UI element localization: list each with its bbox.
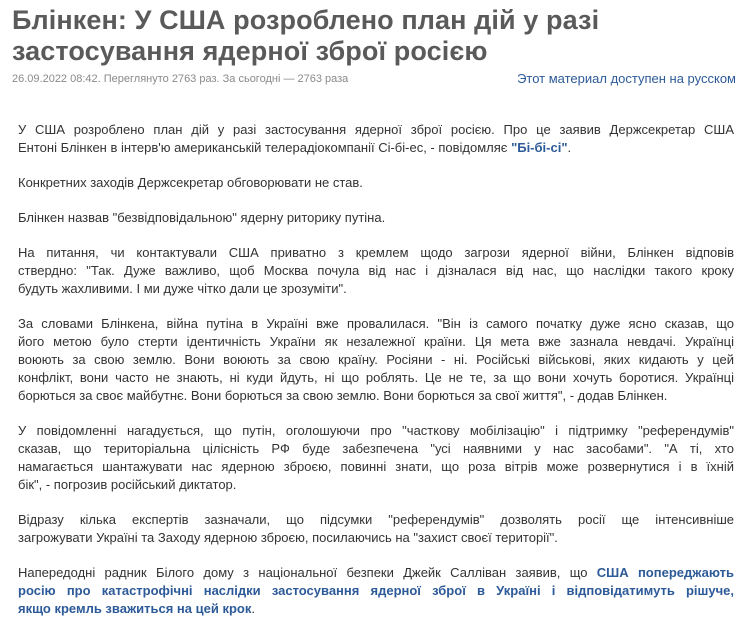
paragraph-text: . xyxy=(251,601,255,616)
paragraph-line: Конкретних заходів Держсекретар обговорювати не став. xyxy=(18,175,363,190)
paragraph-text: . xyxy=(567,140,572,155)
paragraph-line: воюють за свою землю. Вони воюють за свою країну. Росіяни - ні. Російські військові, яких кидають у цей xyxy=(18,352,734,367)
headline-line-2: застосування ядерної зброї росією xyxy=(12,36,488,66)
bbc-source-link[interactable]: "Бі-бі-сі" xyxy=(511,140,568,155)
paragraph-line: У США розроблено план дій у разі застосування ядерної зброї росією. Про це заявив Держсекретар США xyxy=(18,122,734,137)
us-warning-link-part-3[interactable]: якщо кремль зважиться на цей крок xyxy=(18,601,252,616)
paragraph-4 xyxy=(18,244,734,298)
today-view-count: За сьогодні — 2763 раза xyxy=(222,73,349,85)
paragraph-line xyxy=(18,564,734,582)
paragraph-line xyxy=(18,600,734,618)
publish-date: 26.09.2022 08:42 xyxy=(12,73,98,85)
article-body xyxy=(18,121,734,635)
paragraph-1 xyxy=(18,121,734,157)
article-meta: 26.09.2022 08:42. Переглянуто 2763 раз. За сьогодні — 2763 раза xyxy=(12,73,349,85)
paragraph-line: На питання, чи контактували США приватно з кремлем щодо загрози ядерної війни, Блінкен відповів xyxy=(18,245,734,260)
paragraph-text: Ентоні Блінкен в інтерв'ю американській телерадіокомпанії Сі-бі-ес, - повідомляє xyxy=(18,140,512,155)
paragraph-text: Напередодні радник Білого дому з національної безпеки Джейк Салліван заявив, що xyxy=(18,565,597,580)
paragraph-8 xyxy=(18,564,734,618)
paragraph-6 xyxy=(18,422,734,494)
paragraph-line xyxy=(18,582,734,600)
paragraph-line: будуть жахливими. І ми дуже чітко дали це зрозуміти". xyxy=(18,281,347,296)
paragraph-line: бік", - погрозив російський диктатор. xyxy=(18,477,237,492)
paragraph-7 xyxy=(18,511,734,547)
paragraph-line: конфлікт, вони часто не знають, ні куди йдуть, ні що роблять. Це не те, за що вони хочуть боротися. Українці xyxy=(18,370,734,385)
paragraph-line: борються за своє майбутнє. Вони борються за свою землю. Вони борються за свої життя", - додав Блінкен. xyxy=(18,388,668,403)
paragraph-line: сказав, що територіальна цілісність РФ буде забезпечена "усі наявними у нас засобами". "А ті, хто xyxy=(18,441,734,456)
headline-line-1: Блінкен: У США розроблено план дій у разі xyxy=(12,5,600,35)
us-warning-link-part-1[interactable]: США попереджають xyxy=(596,565,734,580)
paragraph-line: його метою було стерти ідентичність України як незалежної країни. Ця мета вже зазнала невдачі. Українці xyxy=(18,334,734,349)
us-warning-link-part-2[interactable]: росію про катастрофічні наслідки застосування ядерної зброї в Україні і відповідатимуть рішуче, xyxy=(18,583,734,598)
paragraph-2 xyxy=(18,174,734,192)
paragraph-line: ствердно: "Так. Дуже важливо, щоб Москва почула від нас і дізналася від нас, що наслідки такого кроку xyxy=(18,263,734,278)
view-count: Переглянуто 2763 раз xyxy=(103,73,217,85)
paragraph-line: намагається шантажувати нас ядерною зброєю, повинні знати, що роза вітрів може розвернутися і в їхній xyxy=(18,459,734,474)
article-headline xyxy=(12,5,737,67)
russian-version-link[interactable]: Этот материал доступен на русском xyxy=(517,71,736,86)
paragraph-line: Блінкен назвав "безвідповідальною" ядерну риторику путіна. xyxy=(18,210,386,225)
paragraph-5 xyxy=(18,315,734,405)
paragraph-line: За словами Блінкена, війна путіна в Україні вже провалилася. "Він із самого початку дуже ясно сказав, що xyxy=(18,316,734,331)
paragraph-3 xyxy=(18,209,734,227)
paragraph-line: У повідомленні нагадується, що путін, оголошуючи про "часткову мобілізацію" і підтримку "референдумів" xyxy=(18,423,734,438)
paragraph-line: загрожувати Україні та Заходу ядерною зброєю, посилаючись на "захист своєї території". xyxy=(18,530,558,545)
paragraph-line: Відразу кілька експертів зазначали, що підсумки "референдумів" дозволять росії ще інтенсивніше xyxy=(18,512,734,527)
paragraph-line xyxy=(18,139,734,157)
